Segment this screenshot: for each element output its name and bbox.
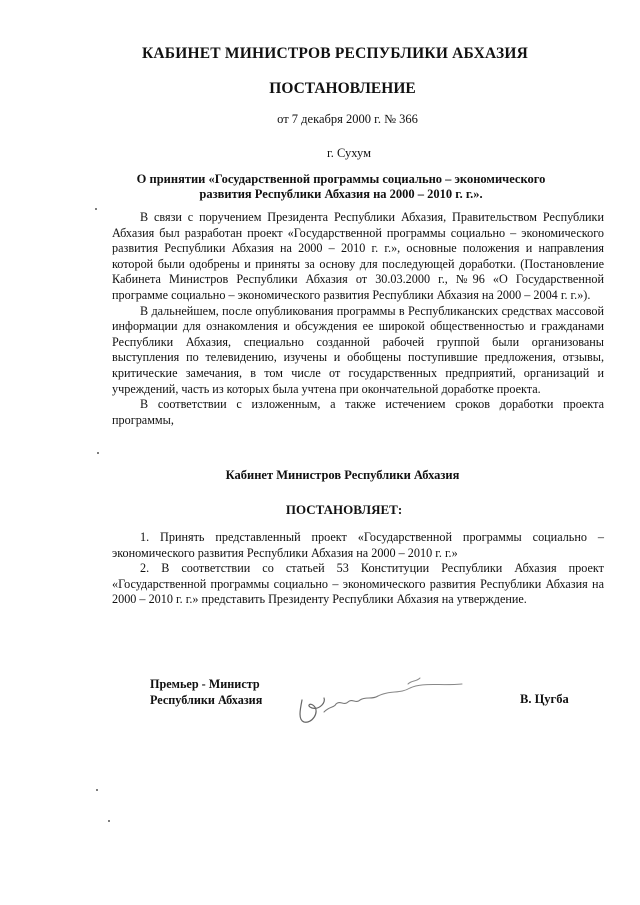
cabinet-line: Кабинет Министров Республики Абхазия	[225, 468, 460, 482]
signatory-title	[150, 676, 262, 708]
subject-title	[0, 172, 640, 202]
subject-line-1: О принятии «Государственной программы социально – экономического	[136, 172, 546, 186]
preamble-paragraph: В соответствии с изложенным, а также истечением сроков доработки проекта программы,	[112, 397, 604, 427]
signatory-title-line-1: Премьер - Министр	[150, 677, 260, 691]
signatory-name: В. Цугба	[520, 692, 569, 706]
preamble-section	[112, 210, 604, 428]
scan-speck	[95, 208, 97, 210]
date-line: от 7 декабря 2000 г. № 366	[277, 112, 418, 126]
resolutions-section	[112, 530, 604, 608]
handwritten-signature	[290, 672, 480, 732]
resolves-heading: ПОСТАНОВЛЯЕТ:	[285, 502, 403, 517]
scan-speck	[108, 820, 110, 822]
preamble-paragraph: В связи с поручением Президента Республики Абхазия, Правительством Республики Абхазия был разработан проект «Государственной программы социально – экономического развития Республики Абхазия на 2000 – 2010 г. г.», основные положения и направления которой были одобрены и приняты за основу для последующей доработки. (Постановление Кабинета Министров Республики Абхазия от 30.03.2000 г., №96 «О Государственной программе социально – экономического развития Республики Абхазия на 2000 – 2004 г. г.»).	[112, 210, 604, 302]
preamble-paragraph: В дальнейшем, после опубликования программы в Республиканских средствах массовой информации для ознакомления и обсуждения ее широкой общественностью и гражданами Республики Абхазия, специально созданной рабочей группой были организованы выступления по телевидению, изучены и обобщены поступившие предложения, отзывы, критические замечания, в том числе от государственных предприятий, организаций и учреждений, часть из которых была учтена при окончательной доработке проекта.	[112, 303, 604, 396]
city-line: г. Сухум	[326, 146, 371, 160]
subject-line-2: развития Республики Абхазия на 2000 – 2010 г. г.».	[199, 187, 483, 201]
scan-speck	[97, 452, 99, 454]
scan-speck	[96, 789, 98, 791]
document-type-heading: ПОСТАНОВЛЕНИЕ	[269, 80, 416, 97]
issuing-body-heading: КАБИНЕТ МИНИСТРОВ РЕСПУБЛИКИ АБХАЗИЯ	[141, 45, 529, 62]
resolution-item: 1. Принять представленный проект «Государственной программы социально – экономического развития Республики Абхазия на 2000 – 2010 г. г.»	[112, 530, 604, 560]
signatory-title-line-2: Республики Абхазия	[150, 693, 263, 707]
resolution-item: 2. В соответствии со статьей 53 Конституции Республики Абхазия проект «Государственной программы социально – экономического развития Республики Абхазия на 2000 – 2010 г. г.» представить Президенту Республики Абхазия на утверждение.	[112, 561, 604, 607]
